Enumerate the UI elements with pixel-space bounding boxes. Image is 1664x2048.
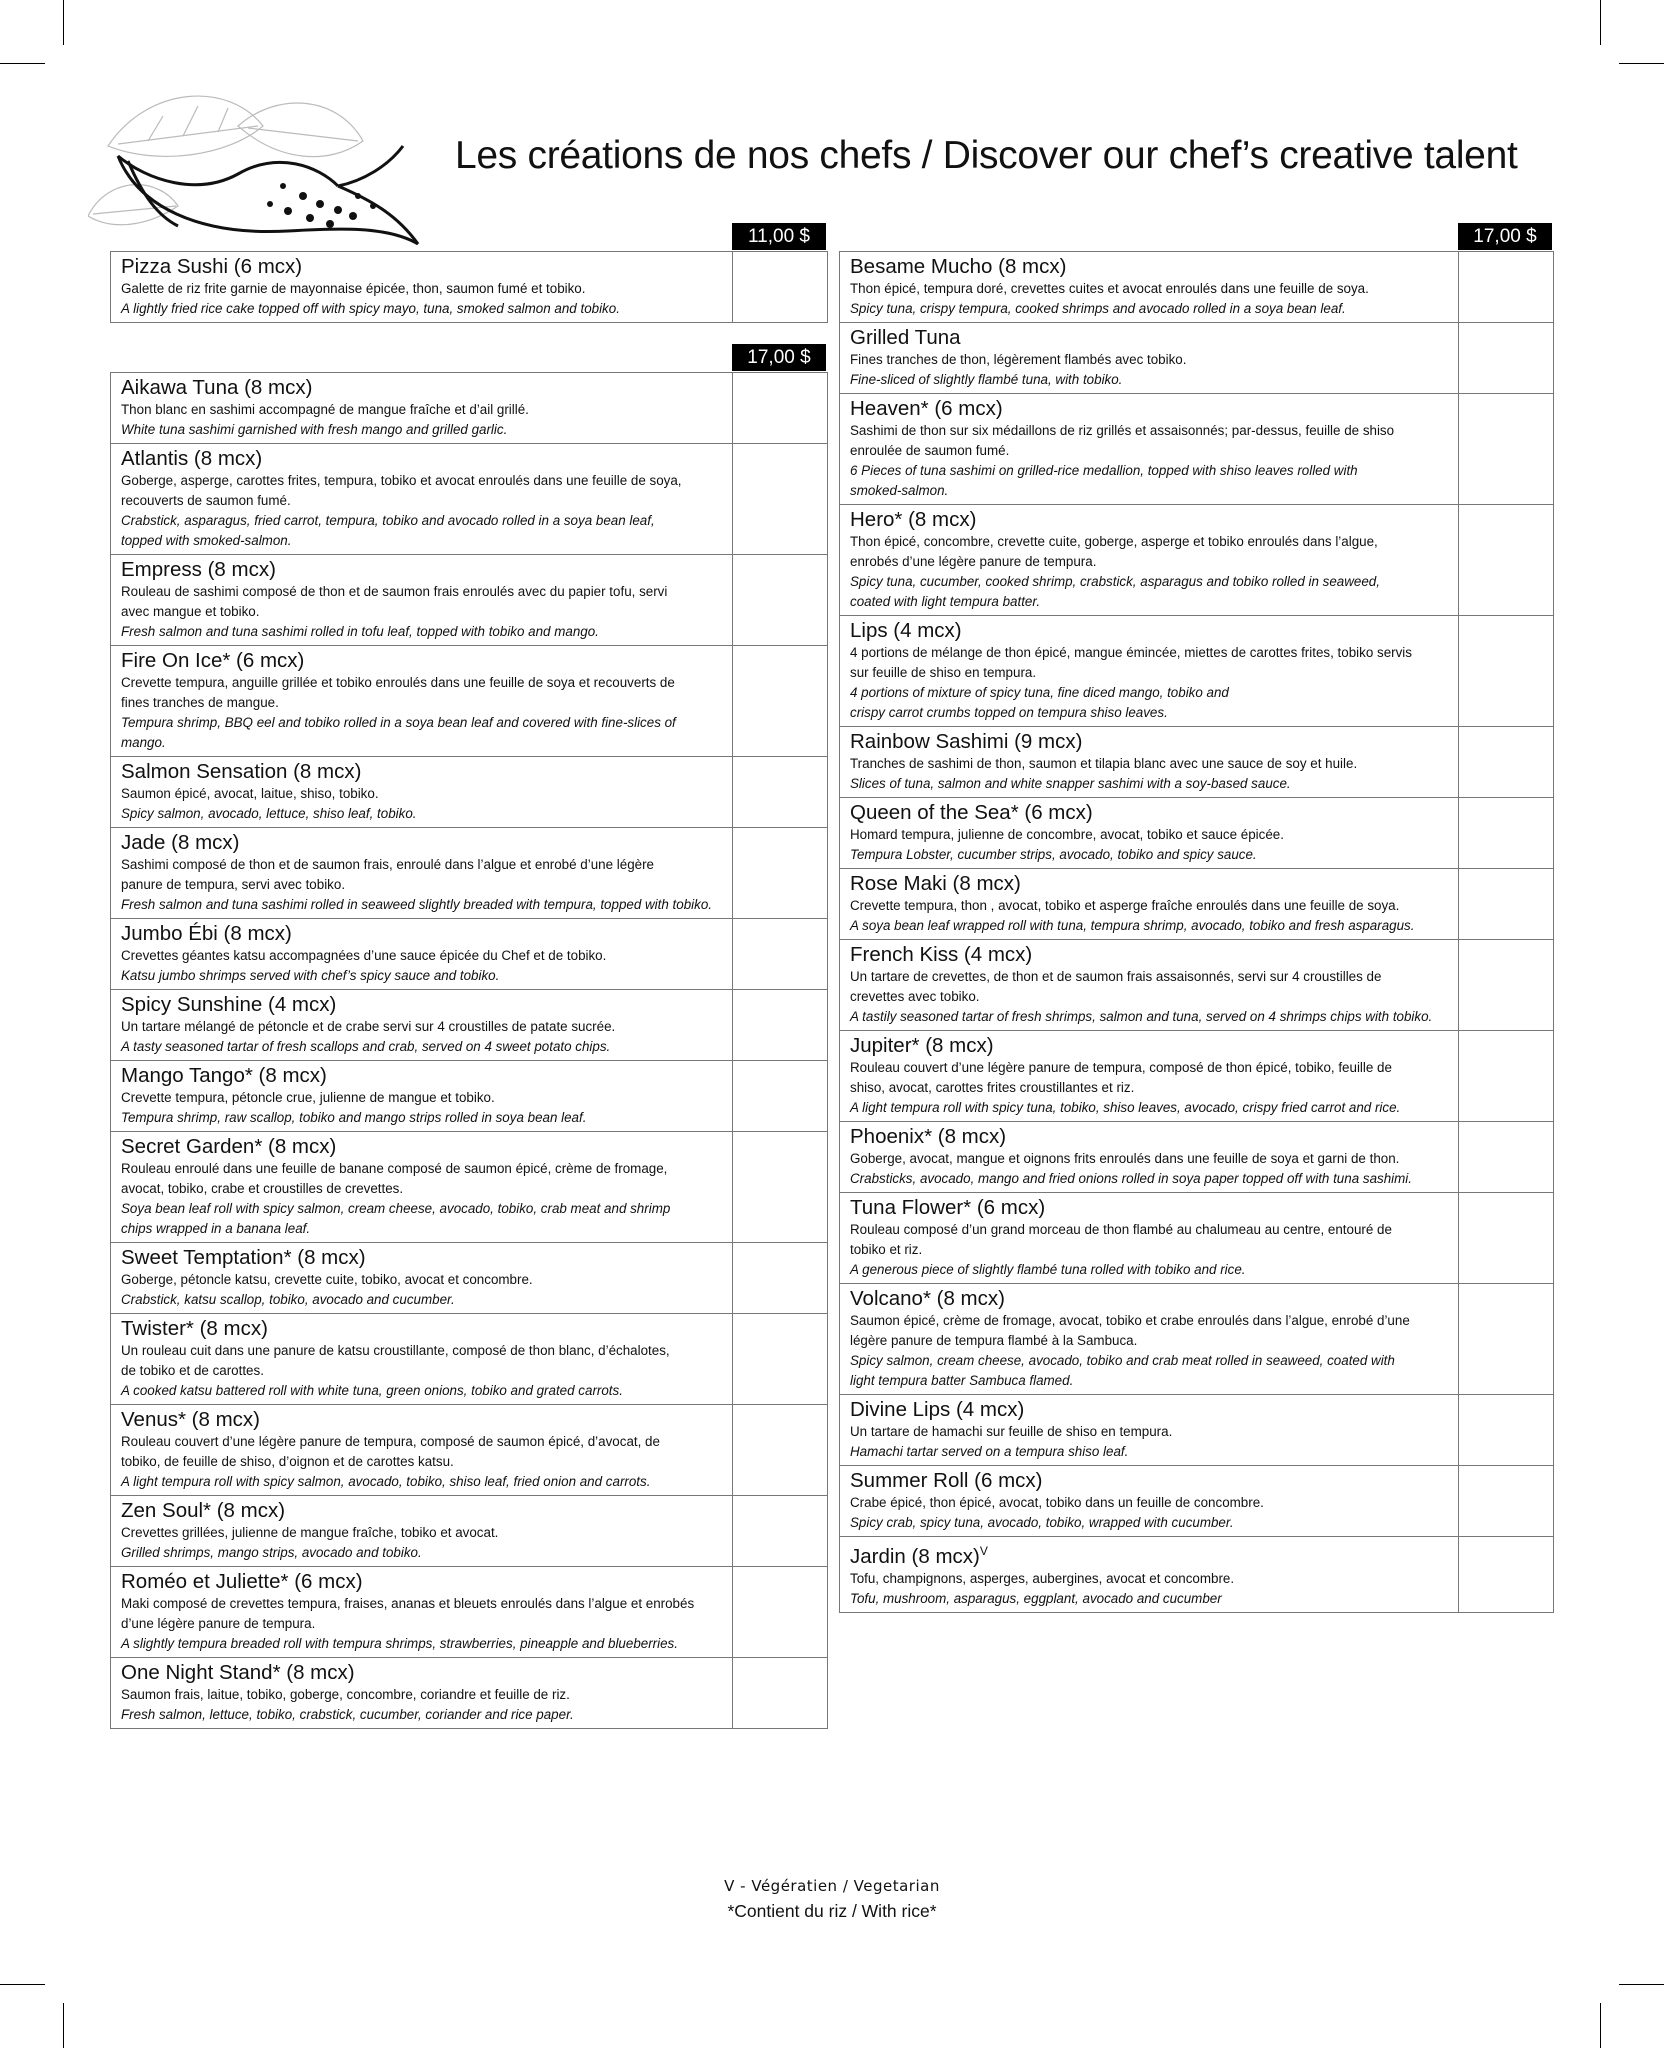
menu-item-content — [111, 1243, 731, 1313]
menu-item-name-text: Roméo et Juliette* (6 mcx) — [121, 1570, 363, 1593]
menu-item-description-fr: avec mangue et tobiko. — [121, 604, 260, 619]
menu-item-name — [121, 1245, 723, 1270]
menu-item-name — [850, 1539, 1449, 1569]
menu-item-description-fr: fines tranches de mangue. — [121, 695, 279, 710]
menu-item-description-fr: Crevette tempura, pétoncle crue, julienne de mangue et tobiko. — [121, 1090, 495, 1105]
menu-item-content — [111, 1496, 731, 1566]
menu-item-description-en: Hamachi tartar served on a tempura shiso leaf. — [850, 1444, 1129, 1459]
menu-item — [840, 797, 1553, 868]
menu-item-content — [111, 555, 731, 645]
menu-item-description-en: Fresh salmon and tuna sashimi rolled in tofu leaf, topped with tobiko and mango. — [121, 624, 599, 639]
menu-item-description-en: topped with smoked-salmon. — [121, 533, 292, 548]
menu-item-name-text: Zen Soul* (8 mcx) — [121, 1499, 286, 1522]
menu-item-name-text: Rainbow Sashimi (9 mcx) — [850, 730, 1083, 753]
menu-item-description-fr: tobiko, de feuille de shiso, d’oignon et de carottes katsu. — [121, 1454, 454, 1469]
menu-item — [840, 1465, 1553, 1536]
menu-item-content — [840, 1122, 1457, 1192]
menu-item-name-text: Jardin (8 mcx) — [850, 1544, 980, 1568]
menu-section — [839, 251, 1554, 1613]
menu-item-description-en: smoked-salmon. — [850, 483, 949, 498]
menu-item-name — [121, 1569, 723, 1594]
menu-item — [840, 1536, 1553, 1612]
menu-item-name-text: Twister* (8 mcx) — [121, 1317, 268, 1340]
menu-item-description-en: A tastily seasoned tartar of fresh shrimps, salmon and tuna, served on 4 shrimps chips with tobiko. — [850, 1009, 1433, 1024]
menu-item-description-fr: crevettes avec tobiko. — [850, 989, 980, 1004]
menu-item-content — [840, 252, 1457, 322]
vegetarian-legend: V - Végératien / Vegetarian — [724, 1877, 940, 1895]
menu-item-name — [121, 759, 723, 784]
menu-item-description-en: Crabstick, asparagus, fried carrot, tempura, tobiko and avocado rolled in a soya bean leaf, — [121, 513, 655, 528]
menu-item-description-en: Tempura shrimp, raw scallop, tobiko and mango strips rolled in soya bean leaf. — [121, 1110, 587, 1125]
menu-item-content — [840, 1284, 1457, 1394]
menu-item-content — [840, 1193, 1457, 1283]
menu-item-name-text: Tuna Flower* (6 mcx) — [850, 1196, 1046, 1219]
menu-item-description-fr: Un tartare mélangé de pétoncle et de crabe servi sur 4 croustilles de patate sucrée. — [121, 1019, 616, 1034]
menu-item-name — [850, 1033, 1449, 1058]
menu-item-name — [121, 830, 723, 855]
menu-item-description-en: A slightly tempura breaded roll with tempura shrimps, strawberries, pineapple and blueberries. — [121, 1636, 678, 1651]
menu-item-name-text: Fire On Ice* (6 mcx) — [121, 649, 305, 672]
menu-item-name — [121, 648, 723, 673]
menu-item-description-en: Spicy salmon, cream cheese, avocado, tobiko and crab meat rolled in seaweed, coated with — [850, 1353, 1395, 1368]
menu-item-name-text: Empress (8 mcx) — [121, 558, 276, 581]
menu-item-description-en: A tasty seasoned tartar of fresh scallops and crab, served on 4 sweet potato chips. — [121, 1039, 611, 1054]
menu-item-description-fr: shiso, avocat, carottes frites croustillantes et riz. — [850, 1080, 1135, 1095]
menu-item-description-en: Grilled shrimps, mango strips, avocado and tobiko. — [121, 1545, 422, 1560]
menu-item — [840, 1121, 1553, 1192]
menu-item-name — [121, 921, 723, 946]
menu-item — [111, 756, 827, 827]
menu-item-content — [840, 1537, 1457, 1612]
menu-item-description-fr: légère panure de tempura flambé à la Sambuca. — [850, 1333, 1138, 1348]
menu-item-description-en: Spicy crab, spicy tuna, avocado, tobiko, wrapped with cucumber. — [850, 1515, 1234, 1530]
crop-mark — [0, 63, 45, 64]
menu-item-content — [111, 373, 731, 443]
menu-item-description-en: A soya bean leaf wrapped roll with tuna, tempura shrimp, avocado, tobiko and fresh asparagus. — [850, 918, 1415, 933]
menu-item-content — [111, 757, 731, 827]
menu-item-name — [121, 1316, 723, 1341]
menu-item — [840, 393, 1553, 504]
menu-item-description-fr: Saumon frais, laitue, tobiko, goberge, concombre, coriandre et feuille de riz. — [121, 1687, 570, 1702]
menu-item-description-fr: Saumon épicé, crème de fromage, avocat, tobiko et crabe enroulés dans l’algue, enrobé d’une — [850, 1313, 1410, 1328]
menu-item-name-text: Secret Garden* (8 mcx) — [121, 1135, 337, 1158]
menu-item — [111, 1242, 827, 1313]
menu-item-description-en: Spicy tuna, cucumber, cooked shrimp, crabstick, asparagus and tobiko rolled in seaweed, — [850, 574, 1380, 589]
menu-item-name — [121, 254, 723, 279]
menu-item-description-fr: Thon épicé, tempura doré, crevettes cuites et avocat enroulés dans une feuille de soya. — [850, 281, 1369, 296]
menu-item-description-fr: sur feuille de shiso en tempura. — [850, 665, 1037, 680]
menu-item-description-en: Katsu jumbo shrimps served with chef’s spicy sauce and tobiko. — [121, 968, 500, 983]
menu-item-description-en: Tofu, mushroom, asparagus, eggplant, avocado and cucumber — [850, 1590, 1222, 1606]
menu-item-name — [850, 1195, 1449, 1220]
menu-item-name-text: Besame Mucho (8 mcx) — [850, 255, 1067, 278]
menu-item-description-fr: Rouleau couvert d’une légère panure de tempura, composé de thon épicé, tobiko, feuille de — [850, 1060, 1392, 1075]
menu-item-description-en: 6 Pieces of tuna sashimi on grilled-rice medallion, topped with shiso leaves rolled with — [850, 463, 1358, 478]
menu-item — [111, 1566, 827, 1657]
menu-item-description-en: crispy carrot crumbs topped on tempura shiso leaves. — [850, 705, 1168, 720]
menu-item-content — [111, 919, 731, 989]
menu-item — [111, 251, 827, 322]
menu-item-description-fr: d’une légère panure de tempura. — [121, 1616, 316, 1631]
menu-item-description-en: Crabstick, katsu scallop, tobiko, avocado and cucumber. — [121, 1292, 455, 1307]
menu-item-description-en: Fresh salmon and tuna sashimi rolled in seaweed slightly breaded with tempura, topped with tobiko. — [121, 897, 712, 912]
price-tag: 17,00 $ — [732, 344, 826, 371]
menu-item-description-fr: Goberge, pétoncle katsu, crevette cuite, tobiko, avocat et concombre. — [121, 1272, 533, 1287]
menu-item-description-fr: Galette de riz frite garnie de mayonnaise épicée, thon, saumon fumé et tobiko. — [121, 281, 586, 296]
menu-item — [840, 1030, 1553, 1121]
menu-item — [111, 554, 827, 645]
menu-item-name-text: Pizza Sushi (6 mcx) — [121, 255, 303, 278]
crop-mark — [63, 0, 64, 45]
menu-item — [111, 372, 827, 443]
menu-item-description-fr: Un tartare de crevettes, de thon et de saumon frais assaisonnés, servi sur 4 croustilles de — [850, 969, 1382, 984]
menu-item-name-text: Queen of the Sea* (6 mcx) — [850, 801, 1093, 824]
menu-item — [111, 1060, 827, 1131]
menu-item-description-fr: tobiko et riz. — [850, 1242, 923, 1257]
menu-item-name-text: French Kiss (4 mcx) — [850, 943, 1033, 966]
menu-item-content — [840, 727, 1457, 797]
menu-item-description-en: coated with light tempura batter. — [850, 594, 1041, 609]
menu-item-name-text: Rose Maki (8 mcx) — [850, 872, 1021, 895]
menu-item-name-text: Salmon Sensation (8 mcx) — [121, 760, 362, 783]
menu-item-description-en: Slices of tuna, salmon and white snapper sashimi with a soy-based sauce. — [850, 776, 1291, 791]
menu-item-description-en: A lightly fried rice cake topped off with spicy mayo, tuna, smoked salmon and tobiko. — [121, 301, 620, 316]
menu-item-name-text: Lips (4 mcx) — [850, 619, 962, 642]
crop-mark — [1619, 1984, 1664, 1985]
menu-item-description-fr: 4 portions de mélange de thon épicé, mangue émincée, miettes de carottes frites, tobiko servis — [850, 645, 1412, 660]
menu-item-content — [111, 1567, 731, 1657]
menu-item-description-en: Fresh salmon, lettuce, tobiko, crabstick, cucumber, coriander and rice paper. — [121, 1707, 574, 1722]
menu-item-name — [121, 992, 723, 1017]
menu-item-name — [850, 942, 1449, 967]
menu-item-description-en: Tempura Lobster, cucumber strips, avocado, tobiko and spicy sauce. — [850, 847, 1257, 862]
menu-item-description-fr: Sashimi composé de thon et de saumon frais, enroulé dans l’algue et enrobé d’une légère — [121, 857, 654, 872]
menu-item-name-text: Grilled Tuna — [850, 326, 961, 349]
menu-item-name-text: Atlantis (8 mcx) — [121, 447, 263, 470]
menu-item-description-fr: Rouleau de sashimi composé de thon et de saumon frais enroulés avec du papier tofu, servi — [121, 584, 668, 599]
menu-item-description-fr: Rouleau composé d’un grand morceau de thon flambé au chalumeau au centre, entouré de — [850, 1222, 1392, 1237]
menu-item — [111, 1313, 827, 1404]
menu-item-name — [121, 557, 723, 582]
menu-item-content — [111, 252, 731, 322]
menu-item-description-fr: Thon blanc en sashimi accompagné de mangue fraîche et d’ail grillé. — [121, 402, 529, 417]
menu-item — [840, 1394, 1553, 1465]
menu-item-content — [840, 940, 1457, 1030]
menu-item-description-en: A light tempura roll with spicy tuna, tobiko, shiso leaves, avocado, crispy fried carrot and rice. — [850, 1100, 1401, 1115]
menu-item-name-text: Aikawa Tuna (8 mcx) — [121, 376, 313, 399]
price-tag: 17,00 $ — [1458, 223, 1552, 250]
menu-item-name — [850, 1124, 1449, 1149]
menu-item-name — [850, 507, 1449, 532]
page-title: Les créations de nos chefs / Discover our chef’s creative talent — [455, 134, 1518, 178]
menu-item-description-en: A light tempura roll with spicy salmon, avocado, tobiko, shiso leaf, fried onion and carrots. — [121, 1474, 651, 1489]
menu-item-content — [111, 1405, 731, 1495]
menu-item — [111, 918, 827, 989]
menu-item-description-fr: recouverts de saumon fumé. — [121, 493, 291, 508]
menu-item-name — [850, 1286, 1449, 1311]
menu-item — [840, 615, 1553, 726]
menu-item-name — [121, 1407, 723, 1432]
menu-item-name-text: Venus* (8 mcx) — [121, 1408, 260, 1431]
menu-item-description-en: Soya bean leaf roll with spicy salmon, cream cheese, avocado, tobiko, crab meat and shrimp — [121, 1201, 671, 1216]
menu-item — [840, 251, 1553, 322]
menu-item-description-fr: Tranches de sashimi de thon, saumon et tilapia blanc avec une sauce de soy et huile. — [850, 756, 1358, 771]
menu-item — [840, 868, 1553, 939]
menu-item-name-text: One Night Stand* (8 mcx) — [121, 1661, 355, 1684]
crop-mark — [63, 2003, 64, 2048]
menu-item-name — [121, 446, 723, 471]
menu-item-description-fr: Sashimi de thon sur six médaillons de riz grillés et assaisonnés; par-dessus, feuille de shiso — [850, 423, 1395, 438]
menu-item-name-text: Phoenix* (8 mcx) — [850, 1125, 1007, 1148]
menu-item-content — [840, 798, 1457, 868]
menu-item-name-text: Jupiter* (8 mcx) — [850, 1034, 994, 1057]
menu-item — [111, 1131, 827, 1242]
menu-item-content — [840, 1466, 1457, 1536]
crop-mark — [1600, 0, 1601, 45]
menu-item-name-text: Spicy Sunshine (4 mcx) — [121, 993, 337, 1016]
menu-item-name — [850, 325, 1449, 350]
menu-item — [111, 443, 827, 554]
menu-item-name — [121, 1498, 723, 1523]
menu-item-description-fr: Tofu, champignons, asperges, aubergines, avocat et concombre. — [850, 1570, 1235, 1586]
menu-item — [111, 645, 827, 756]
menu-item-name — [850, 396, 1449, 421]
menu-item-description-fr: Un tartare de hamachi sur feuille de shiso en tempura. — [850, 1424, 1173, 1439]
menu-item-content — [840, 616, 1457, 726]
menu-item — [111, 827, 827, 918]
menu-item-description-fr: de tobiko et de carottes. — [121, 1363, 264, 1378]
menu-item-description-en: Crabsticks, avocado, mango and fried onions rolled in soya paper topped off with tuna sashimi. — [850, 1171, 1412, 1186]
menu-item-description-en: A cooked katsu battered roll with white tuna, green onions, tobiko and grated carrots. — [121, 1383, 623, 1398]
menu-item — [840, 504, 1553, 615]
menu-item — [111, 1657, 827, 1728]
menu-item — [111, 989, 827, 1060]
menu-item-content — [111, 1132, 731, 1242]
menu-item-name — [850, 800, 1449, 825]
menu-item-name — [121, 1134, 723, 1159]
menu-item-description-en: Fine-sliced of slightly flambé tuna, with tobiko. — [850, 372, 1123, 387]
menu-item — [840, 726, 1553, 797]
menu-item-name-text: Sweet Temptation* (8 mcx) — [121, 1246, 366, 1269]
menu-item-description-en: White tuna sashimi garnished with fresh mango and grilled garlic. — [121, 422, 508, 437]
menu-item-description-fr: Crevette tempura, anguille grillée et tobiko enroulés dans une feuille de soya et recouverts de — [121, 675, 675, 690]
price-tag: 11,00 $ — [732, 223, 826, 250]
menu-item — [840, 939, 1553, 1030]
menu-item-name-text: Heaven* (6 mcx) — [850, 397, 1003, 420]
footer-legend — [0, 1877, 1664, 1922]
menu-item-name — [850, 729, 1449, 754]
menu-item — [840, 322, 1553, 393]
menu-item-name — [850, 871, 1449, 896]
crop-mark — [1619, 63, 1664, 64]
menu-item-content — [840, 1031, 1457, 1121]
menu-item-description-fr: Crevette tempura, thon , avocat, tobiko et asperge fraîche enroulés dans une feuille de soya. — [850, 898, 1400, 913]
menu-item-description-fr: Un rouleau cuit dans une panure de katsu croustillante, composé de thon blanc, d’échalotes, — [121, 1343, 670, 1358]
menu-item-description-en: chips wrapped in a banana leaf. — [121, 1221, 311, 1236]
menu-item-description-fr: Fines tranches de thon, légèrement flambés avec tobiko. — [850, 352, 1187, 367]
menu-item-content — [840, 323, 1457, 393]
menu-item-description-en: Spicy tuna, crispy tempura, cooked shrimps and avocado rolled in a soya bean leaf. — [850, 301, 1346, 316]
menu-item-description-fr: Crevettes géantes katsu accompagnées d’une sauce épicée du Chef et de tobiko. — [121, 948, 607, 963]
menu-item-name-text: Jade (8 mcx) — [121, 831, 240, 854]
menu-item-description-fr: panure de tempura, servi avec tobiko. — [121, 877, 346, 892]
menu-item-description-fr: Saumon épicé, avocat, laitue, shiso, tobiko. — [121, 786, 379, 801]
menu-item-description-fr: Rouleau couvert d’une légère panure de tempura, composé de saumon épicé, d’avocat, de — [121, 1434, 660, 1449]
menu-item-name — [850, 254, 1449, 279]
menu-item — [111, 1495, 827, 1566]
menu-item-name-text: Jumbo Ébi (8 mcx) — [121, 922, 292, 945]
menu-item-content — [840, 1395, 1457, 1465]
menu-item-description-fr: Maki composé de crevettes tempura, fraises, ananas et bleuets enroulés dans l’algue et enrobés — [121, 1596, 695, 1611]
menu-item-name — [121, 1063, 723, 1088]
fish-leaf-illustration — [88, 86, 428, 256]
menu-item-content — [111, 828, 731, 918]
crop-mark — [0, 1984, 45, 1985]
menu-item — [840, 1192, 1553, 1283]
menu-item-content — [840, 394, 1457, 504]
menu-item-content — [840, 505, 1457, 615]
menu-item-description-en: Tempura shrimp, BBQ eel and tobiko rolled in a soya bean leaf and covered with fine-slices of mango. — [121, 715, 676, 750]
menu-item-content — [111, 1314, 731, 1404]
menu-item-description-fr: Crevettes grillées, julienne de mangue fraîche, tobiko et avocat. — [121, 1525, 499, 1540]
menu-item-name — [121, 375, 723, 400]
menu-item-description-en: A generous piece of slightly flambé tuna rolled with tobiko and rice. — [850, 1262, 1246, 1277]
menu-item-description-fr: enrobés d’une légère panure de tempura. — [850, 554, 1097, 569]
menu-item — [111, 1404, 827, 1495]
menu-item-name — [121, 1660, 723, 1685]
menu-item-description-fr: Crabe épicé, thon épicé, avocat, tobiko dans un feuille de concombre. — [850, 1495, 1264, 1510]
menu-item-description-en: Spicy salmon, avocado, lettuce, shiso leaf, tobiko. — [121, 806, 417, 821]
menu-item-description-fr: Goberge, asperge, carottes frites, tempura, tobiko et avocat enroulés dans une feuille de soya, — [121, 473, 682, 488]
menu-item-description-fr: Thon épicé, concombre, crevette cuite, goberge, asperge et tobiko enroulés dans l’algue, — [850, 534, 1378, 549]
menu-item-content — [840, 869, 1457, 939]
menu-item-description-fr: Goberge, avocat, mangue et oignons frits enroulés dans une feuille de soya et garni de thon. — [850, 1151, 1400, 1166]
menu-item-content — [111, 444, 731, 554]
menu-item-name-text: Hero* (8 mcx) — [850, 508, 977, 531]
crop-mark — [1600, 2003, 1601, 2048]
menu-item-description-en: light tempura batter Sambuca flamed. — [850, 1373, 1074, 1388]
menu-item-content — [111, 990, 731, 1060]
menu-item-content — [111, 1061, 731, 1131]
rice-legend: *Contient du riz / With rice* — [727, 1901, 937, 1921]
menu-item-description-en: 4 portions of mixture of spicy tuna, fine diced mango, tobiko and — [850, 685, 1229, 700]
menu-item-content — [111, 1658, 731, 1728]
menu-item-name-text: Summer Roll (6 mcx) — [850, 1469, 1043, 1492]
menu-item-name-text: Volcano* (8 mcx) — [850, 1287, 1005, 1310]
menu-item-content — [111, 646, 731, 756]
menu-item-description-fr: enroulée de saumon fumé. — [850, 443, 1010, 458]
menu-item-name — [850, 1397, 1449, 1422]
menu-item-name — [850, 618, 1449, 643]
menu-item-name — [850, 1468, 1449, 1493]
menu-item-description-fr: Homard tempura, julienne de concombre, avocat, tobiko et sauce épicée. — [850, 827, 1284, 842]
vegetarian-mark: V — [979, 1544, 988, 1558]
menu-item-name-text: Mango Tango* (8 mcx) — [121, 1064, 327, 1087]
menu-section — [110, 251, 828, 323]
menu-section — [110, 372, 828, 1729]
menu-item-description-fr: Rouleau enroulé dans une feuille de banane composé de saumon épicé, crème de fromage, — [121, 1161, 668, 1176]
menu-item-name-text: Divine Lips (4 mcx) — [850, 1398, 1025, 1421]
menu-item-description-fr: avocat, tobiko, crabe et croustilles de crevettes. — [121, 1181, 404, 1196]
menu-item — [840, 1283, 1553, 1394]
